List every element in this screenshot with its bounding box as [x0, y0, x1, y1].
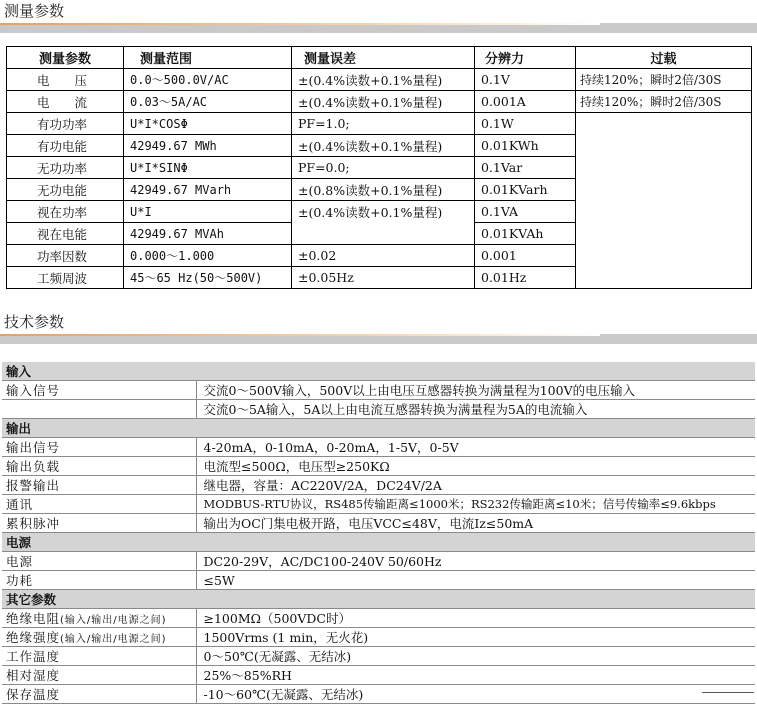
- range-cell: 42949.67 MVarh: [124, 179, 292, 201]
- list-item: [2, 685, 755, 704]
- header-param: 测量参数: [7, 47, 124, 69]
- section-header-bar: [0, 23, 757, 33]
- spec-key: 保存温度: [2, 685, 196, 704]
- param-cell: 电 流: [7, 91, 124, 113]
- error-cell: ±(0.8%读数+0.1%量程): [292, 179, 475, 201]
- list-item: [2, 495, 755, 514]
- category-row-other: [2, 590, 755, 609]
- header-error: 测量误差: [292, 47, 475, 69]
- range-cell: U*I*COSΦ: [124, 113, 292, 135]
- spec-key: 电源: [2, 552, 196, 571]
- table-row: [7, 91, 752, 113]
- param-cell: 无功功率: [7, 157, 124, 179]
- spec-key: 累积脉冲: [2, 514, 196, 533]
- spec-key-with-note: [2, 628, 196, 647]
- spec-key: 输出负载: [2, 457, 196, 476]
- spec-key: 报警输出: [2, 476, 196, 495]
- header-overload: 过载: [576, 47, 752, 69]
- spec-key-empty: [2, 400, 196, 419]
- error-cell: ±(0.4%读数+0.1%量程): [292, 135, 475, 157]
- list-item: [2, 647, 755, 666]
- list-item: [2, 381, 755, 400]
- resolution-cell: 0.01KWh: [475, 135, 576, 157]
- category-row-power: [2, 533, 755, 552]
- section-title-technical: 技术参数: [4, 313, 65, 331]
- range-cell: 42949.67 MVAh: [124, 223, 292, 245]
- spec-value: 4-20mA，0-10mA，0-20mA，1-5V，0-5V: [196, 438, 755, 457]
- param-cell: 有功功率: [7, 113, 124, 135]
- spec-value: -10～60℃(无凝露、无结冰): [196, 685, 755, 704]
- list-item: [2, 609, 755, 628]
- error-cell: PF=1.0;: [292, 113, 475, 135]
- spec-value: 1500Vrms (1 min，无火花): [196, 628, 755, 647]
- resolution-cell: 0.1W: [475, 113, 576, 135]
- resolution-cell: 0.1VA: [475, 201, 576, 223]
- spec-value: 交流0～5A输入，5A以上由电流互感器转换为满量程为5A的电流输入: [196, 400, 755, 419]
- header-range: 测量范围: [124, 47, 292, 69]
- spec-key: 功耗: [2, 571, 196, 590]
- spec-key-note: (输入/输出/电源之间): [60, 615, 167, 626]
- param-cell: 工频周波: [7, 267, 124, 289]
- list-item: [2, 628, 755, 647]
- accent-line: [0, 334, 600, 336]
- list-item: [2, 666, 755, 685]
- resolution-cell: 0.01Hz: [475, 267, 576, 289]
- page-end-rule: [702, 692, 754, 693]
- spec-value: 继电器，容量：AC220V/2A，DC24V/2A: [196, 476, 755, 495]
- list-item: [2, 457, 755, 476]
- list-item: [2, 400, 755, 419]
- list-item: [2, 552, 755, 571]
- spec-value: 0～50℃(无凝露、无结冰): [196, 647, 755, 666]
- error-cell: ±(0.4%读数+0.1%量程): [292, 91, 475, 113]
- resolution-cell: 0.001A: [475, 91, 576, 113]
- category-row-output: [2, 419, 755, 438]
- range-cell: 42949.67 MWh: [124, 135, 292, 157]
- overload-cell: 持续120%；瞬时2倍/30S: [576, 69, 752, 91]
- param-cell: 视在电能: [7, 223, 124, 245]
- table-header-row: [7, 47, 752, 69]
- table-row: [7, 69, 752, 91]
- category-label: 输出: [2, 419, 755, 438]
- header-resolution: 分辨力: [475, 47, 576, 69]
- spec-value: ≥100MΩ（500VDC时）: [196, 609, 755, 628]
- section-title-measurement: 测量参数: [4, 2, 65, 20]
- range-cell: 45～65 Hz(50～500V): [124, 267, 292, 289]
- list-item: [2, 514, 755, 533]
- error-cell: ±0.05Hz: [292, 267, 475, 289]
- overload-empty-cell: [576, 113, 752, 289]
- section-header-bar: [0, 334, 757, 344]
- table-row: [7, 113, 752, 135]
- spec-key: 绝缘强度: [6, 630, 61, 645]
- category-label: 输入: [2, 362, 755, 381]
- spec-value: DC20-29V，AC/DC100-240V 50/60Hz: [196, 552, 755, 571]
- spec-value: 输出为OC门集电极开路，电压VCC≤48V，电流Iz≤50mA: [196, 514, 755, 533]
- error-cell: ±(0.4%读数+0.1%量程): [292, 201, 475, 245]
- resolution-cell: 0.1Var: [475, 157, 576, 179]
- overload-cell: 持续120%；瞬时2倍/30S: [576, 91, 752, 113]
- spec-value: 交流0～500V输入，500V以上由电压互感器转换为满量程为100V的电压输入: [196, 381, 755, 400]
- param-cell: 电 压: [7, 69, 124, 91]
- spec-key: 输出信号: [2, 438, 196, 457]
- range-cell: 0.03～5A/AC: [124, 91, 292, 113]
- range-cell: U*I: [124, 201, 292, 223]
- param-cell: 无功电能: [7, 179, 124, 201]
- spec-value: 25%～85%RH: [196, 666, 755, 685]
- category-label: 电源: [2, 533, 755, 552]
- param-cell: 功率因数: [7, 245, 124, 267]
- param-cell: 有功电能: [7, 135, 124, 157]
- error-cell: ±0.02: [292, 245, 475, 267]
- spec-key-with-note: [2, 609, 196, 628]
- param-cell: 视在功率: [7, 201, 124, 223]
- list-item: [2, 571, 755, 590]
- spec-key-note: (输入/输出/电源之间): [60, 634, 167, 645]
- spec-key: 工作温度: [2, 647, 196, 666]
- spec-value: 电流型≤500Ω，电压型≥250KΩ: [196, 457, 755, 476]
- error-cell: ±(0.4%读数+0.1%量程): [292, 69, 475, 91]
- list-item: [2, 438, 755, 457]
- spec-key: 通讯: [2, 495, 196, 514]
- resolution-cell: 0.01KVarh: [475, 179, 576, 201]
- resolution-cell: 0.001: [475, 245, 576, 267]
- range-cell: U*I*SINΦ: [124, 157, 292, 179]
- technical-table: [2, 362, 755, 704]
- category-row-input: [2, 362, 755, 381]
- range-cell: 0.0～500.0V/AC: [124, 69, 292, 91]
- resolution-cell: 0.01KVAh: [475, 223, 576, 245]
- spec-value: ≤5W: [196, 571, 755, 590]
- spec-key: 相对湿度: [2, 666, 196, 685]
- category-label: 其它参数: [2, 590, 755, 609]
- resolution-cell: 0.1V: [475, 69, 576, 91]
- list-item: [2, 476, 755, 495]
- range-cell: 0.000～1.000: [124, 245, 292, 267]
- measurement-table: [6, 46, 752, 289]
- accent-line: [0, 23, 600, 25]
- spec-key: 绝缘电阻: [6, 611, 61, 626]
- spec-value: MODBUS-RTU协议，RS485传输距离≤1000米；RS232传输距离≤10米；信号传输率≤9.6kbps: [196, 495, 755, 514]
- error-cell: PF=0.0;: [292, 157, 475, 179]
- spec-key: 输入信号: [2, 381, 196, 400]
